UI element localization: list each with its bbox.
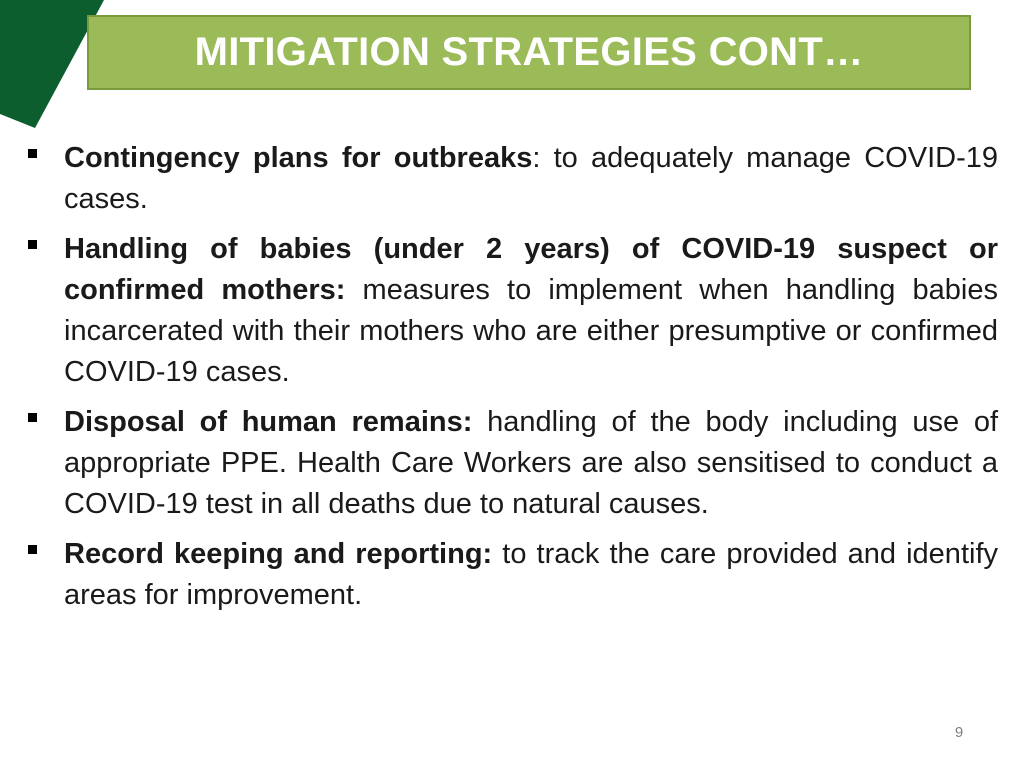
bullet-term: Contingency plans for outbreaks xyxy=(64,142,533,174)
bullet-list xyxy=(27,138,998,625)
bullet-text: handling of the body including use of appropriate PPE. Health Care Workers are also sensitised to conduct a COVID-19 test in all deaths due to natural causes. xyxy=(64,406,999,520)
bullet-term: Handling of babies (under 2 years) of COVID-19 suspect or confirmed mothers: xyxy=(64,233,998,306)
bullet-item-disposal-of-remains xyxy=(27,402,998,525)
bullet-text: to track the care provided and identify areas for improvement. xyxy=(64,538,998,611)
bullet-text: : to adequately manage COVID-19 cases. xyxy=(64,142,998,215)
square-bullet-icon xyxy=(28,545,37,554)
bullet-item-contingency-plans xyxy=(27,138,998,220)
page-number: 9 xyxy=(954,724,964,741)
bullet-term: Disposal of human remains: xyxy=(64,406,473,438)
square-bullet-icon xyxy=(28,413,37,422)
bullet-term: Record keeping and reporting: xyxy=(64,538,493,570)
bullet-item-record-keeping xyxy=(27,534,998,616)
bullet-item-handling-of-babies xyxy=(27,229,998,393)
square-bullet-icon xyxy=(28,240,37,249)
square-bullet-icon xyxy=(28,149,37,158)
title-banner xyxy=(87,15,971,90)
bullet-text: measures to implement when handling babies incarcerated with their mothers who are either presumptive or confirmed COVID-19 cases. xyxy=(64,274,998,388)
slide-title: MITIGATION STRATEGIES CONT… xyxy=(194,30,864,74)
